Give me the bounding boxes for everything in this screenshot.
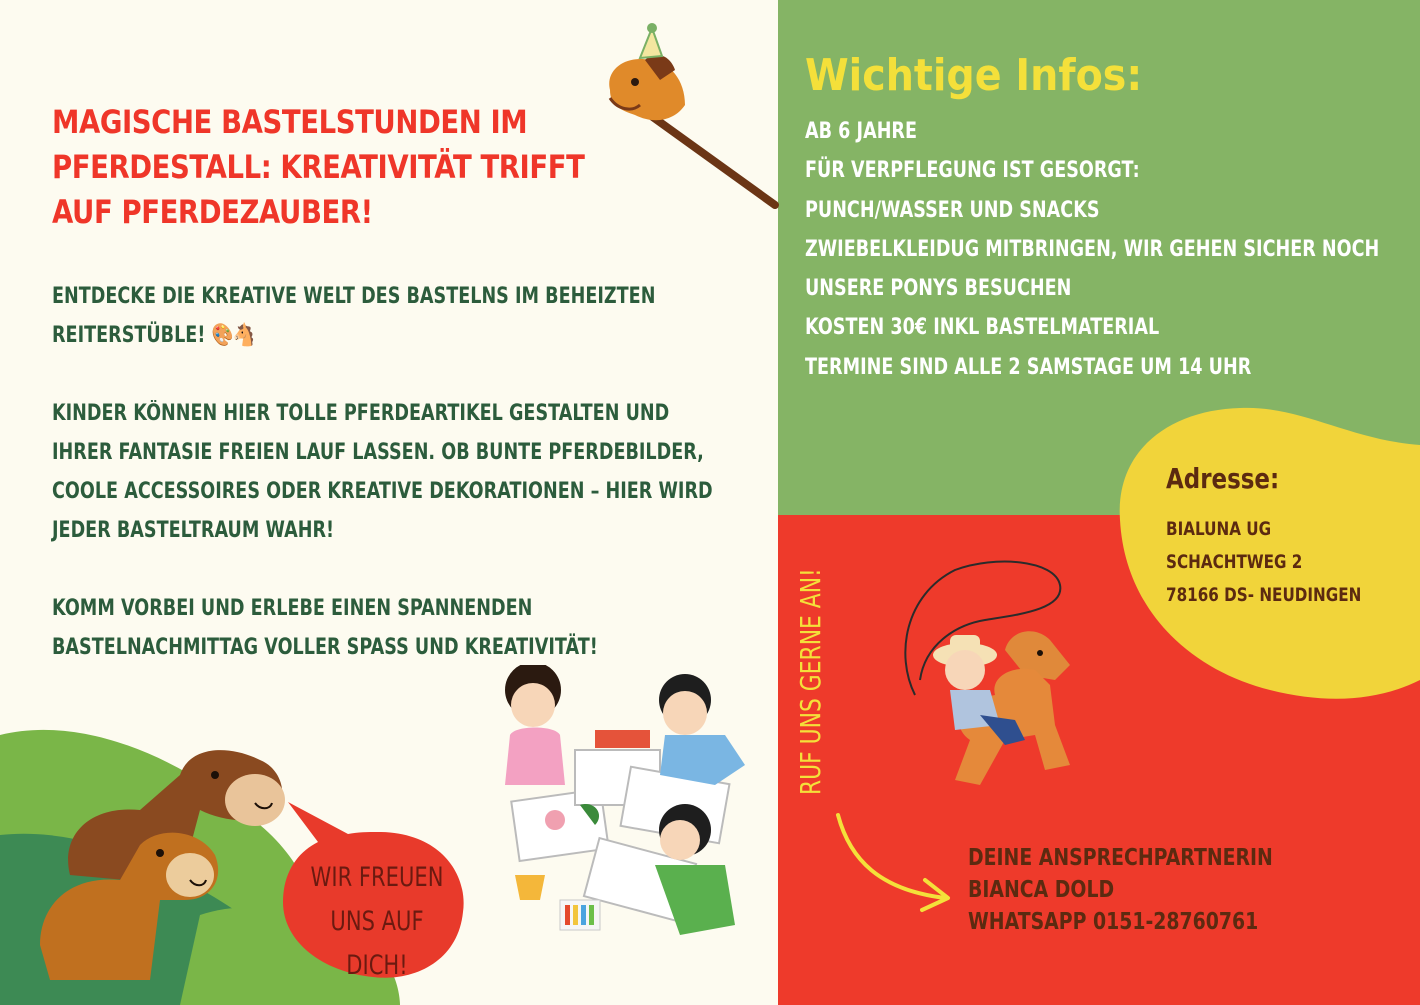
info-item: ZWIEBELKLEIDUG MITBRINGEN, WIR GEHEN SICHER NOCH [805, 236, 1380, 262]
children-crafting-illustration [485, 665, 775, 945]
headline: MAGISCHE BASTELSTUNDEN IM PFERDESTALL: KREATIVITÄT TRIFFT AUF PFERDEZAUBER! [52, 103, 585, 231]
address-lines [1166, 513, 1406, 612]
cowboy-horse-illustration [895, 555, 1095, 805]
hobby-horse-icon [590, 20, 790, 240]
info-item: TERMINE SIND ALLE 2 SAMSTAGE UM 14 UHR [805, 354, 1252, 380]
contact-line: DEINE ANSPRECHPARTNERIN [968, 845, 1273, 871]
invite-paragraph: KOMM VORBEI UND ERLEBE EINEN SPANNENDEN BASTELNACHMITTAG VOLLER SPASS UND KREATIVITÄT! [52, 596, 598, 660]
info-item: AB 6 JAHRE [805, 119, 918, 144]
description-paragraph: KINDER KÖNNEN HIER TOLLE PFERDEARTIKEL GESTALTEN UND IHRER FANTASIE FREIEN LAUF LASSEN. OB BUNTE PFERDEBILDER, COOLE ACCESSOIRES ODER KREATIVE DEKORATIONEN – HIER WIRD JEDER BASTELTRAUM WAHR! [52, 401, 713, 543]
info-item: UNSERE PONYS BESUCHEN [805, 276, 1072, 302]
info-item: KOSTEN 30€ INKL BASTELMATERIAL [805, 315, 1160, 341]
call-us-text [795, 701, 827, 795]
address-line: SCHACHTWEG 2 [1166, 551, 1303, 573]
address-title: Adresse: [1166, 462, 1280, 495]
contact-lines [968, 842, 1312, 938]
contact-line: WHATSAPP 0151-28760761 [968, 909, 1259, 935]
intro-paragraph: ENTDECKE DIE KREATIVE WELT DES BASTELNS IM BEHEIZTEN REITERSTÜBLE! 🎨🐴 [52, 284, 656, 348]
contact-line: BIANCA DOLD [968, 877, 1115, 903]
info-list [805, 112, 1397, 387]
address-line: BIALUNA UG [1166, 518, 1272, 540]
info-title: Wichtige Infos: [805, 50, 1143, 101]
info-item: FÜR VERPFLEGUNG IST GESORGT: [805, 158, 1140, 184]
bubble-text: WIR FREUEN UNS AUF DICH! [310, 862, 444, 981]
address-line: 78166 DS- NEUDINGEN [1166, 584, 1362, 606]
arrow-icon [830, 810, 970, 920]
info-item: PUNCH/WASSER UND SNACKS [805, 197, 1100, 223]
